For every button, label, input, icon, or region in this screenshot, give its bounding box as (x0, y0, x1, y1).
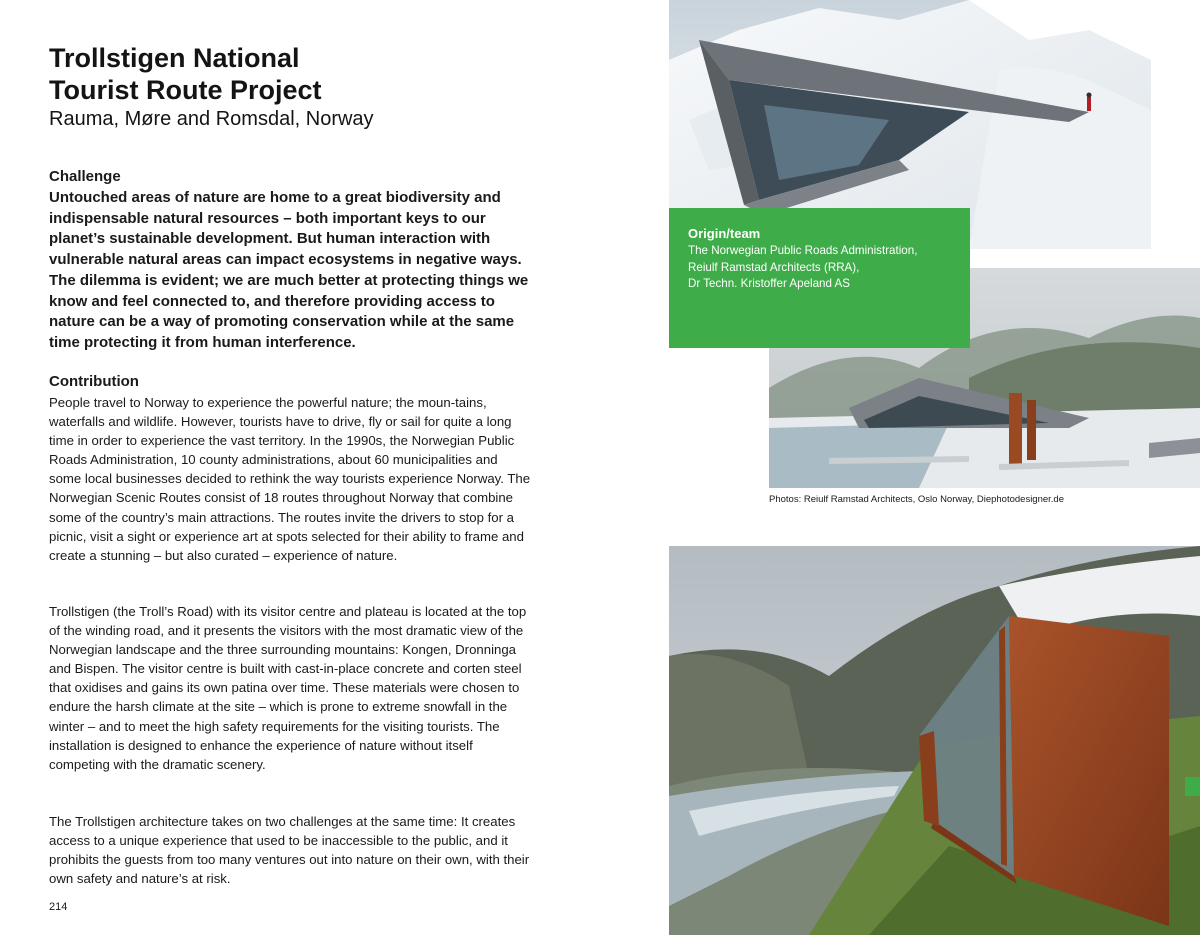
team-heading: Origin/team (688, 226, 761, 241)
contribution-paragraph-3: The Trollstigen architecture takes on two challenges at the same time: It creates access to a unique experience that used to be inaccessible to the public, and it prohibits the guests from too many ventures out into nature on their own, with their own safety and nature’s at risk. (49, 814, 530, 887)
river-corten-photo (669, 546, 1200, 935)
challenge-text: Untouched areas of nature are home to a great biodiversity and indispensable natural resources – both important keys to our planet’s sustainable development. But human interaction with vulnerable natural areas can impact ecosystems in negative ways. The dilemma is evident; we are much better at protecting things we know and feel connected to, and therefore providing access to nature can be a way of promoting conservation while at the same time protecting it from human interference. (49, 189, 529, 351)
location-subtitle: Rauma, Møre and Romsdal, Norway (49, 108, 374, 130)
page-number: 214 (49, 901, 68, 913)
title-line-1: Trollstigen National (49, 43, 300, 73)
team-member: The Norwegian Public Roads Administration, (688, 244, 918, 257)
contribution-paragraph-1: People travel to Norway to experience the powerful nature; the moun-tains, waterfalls and wildlife. However, tourists have to drive, fly or sail for quite a long time in order to experience the vast territory. In the 1990s, the Norwegian Public Roads Administration, 10 county administrations, about 60 municipalities and some local businesses decided to rethink the way tourists experience Norway. The Norwegian Scenic Routes consist of 18 routes throughout Norway that combine some of the country’s main attractions. The routes invite the drivers to stop for a picnic, visit a sight or experience art at spots selected for their ability to frame and create a stunning – but also curated – experience of nature. (49, 395, 531, 563)
contribution-heading: Contribution (49, 373, 139, 390)
title-line-2: Tourist Route Project (49, 75, 322, 105)
photo-credit: Photos: Reiulf Ramstad Architects, Oslo Norway, Diephotodesigner.de (769, 494, 1064, 505)
origin-team-box (669, 208, 970, 348)
team-member: Reiulf Ramstad Architects (RRA), (688, 260, 860, 274)
challenge-heading: Challenge (49, 168, 121, 185)
contribution-paragraph-2: Trollstigen (the Troll’s Road) with its visitor centre and plateau is located at the top of the winding road, and it presents the visitors with the most dramatic view of the Norwegian landscape and the three surrounding mountains: Kongen, Dronninga and Bispen. The visitor centre is built with cast-in-place concrete and corten steel that oxidises and gains its own patina over time. These materials were chosen to endure the harsh climate at the site – which is prone to extreme snowfall in the winter – and to meet the high safety requirements for the visiting tourists. The installation is designed to enhance the experience of nature without itself competing with the dramatic scenery. (49, 604, 527, 772)
section-tab-marker (1185, 777, 1200, 796)
page-title (49, 42, 609, 106)
team-member: Dr Techn. Kristoffer Apeland AS (688, 277, 850, 291)
